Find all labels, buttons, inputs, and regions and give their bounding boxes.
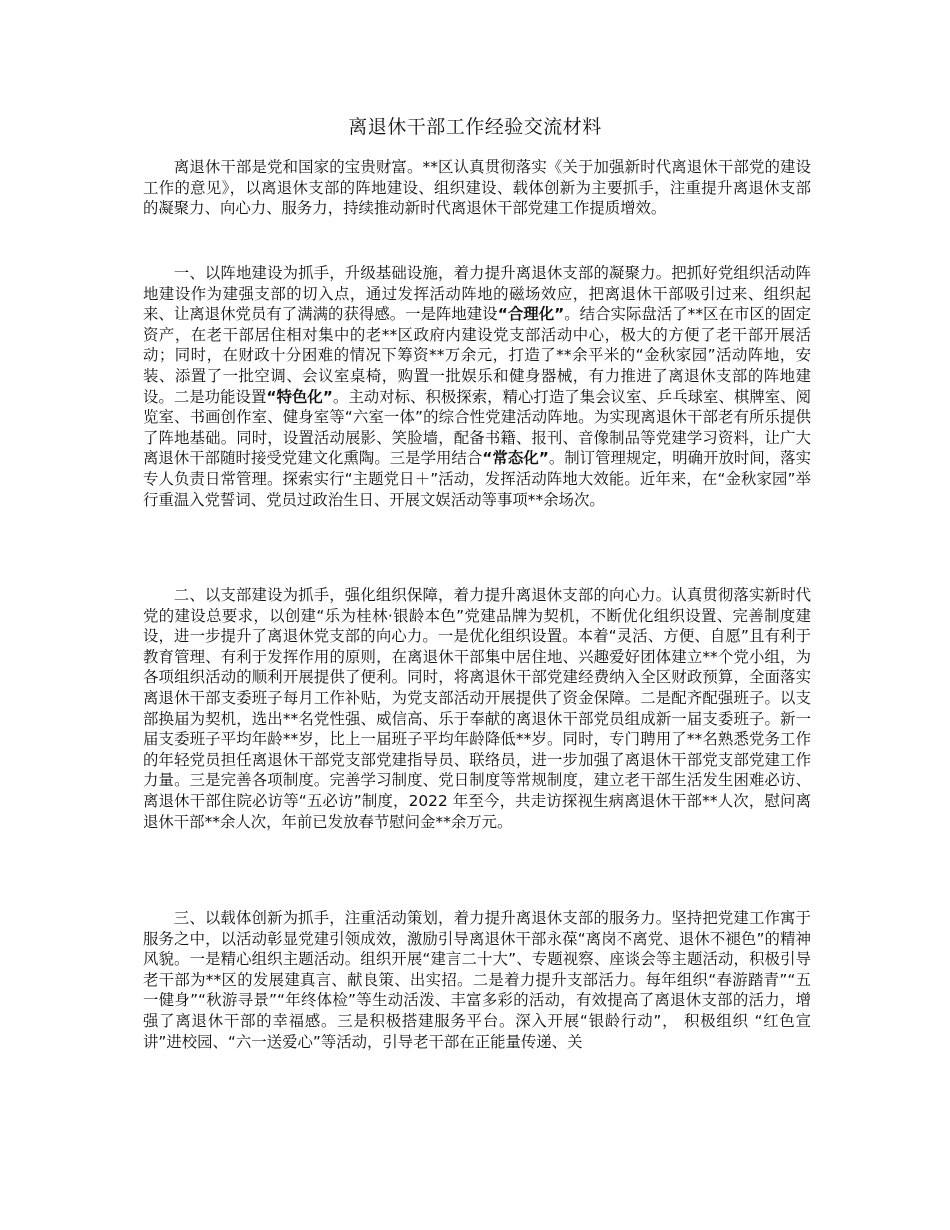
section-1-text-g: 。制订管理规定，明确开放时间，落实专人负责日常管理。探索实行“主题党日＋”活动，发挥活动阵地大效能。近年来，在“金秋家园”举行重温入党誓词、党员过政治生日、开展文娱活动等事项**余场次。 — [143, 449, 811, 509]
section-1-text-a: 一、以阵地建设为抓手，升级基础设施，着力提升离退休支部的凝聚力。把抓好党组织活动阵地建设作为建强支部的切入点，通过发挥活动阵地的磁场效应，把离退休干部吸引过来、组织起来、让离退休党员有了满满的获得感。一是阵地建设 — [143, 264, 811, 324]
section-3-paragraph: 三、以载体创新为抓手，注重活动策划，着力提升离退休支部的服务力。坚持把党建工作寓于服务之中，以活动彰显党建引领成效，激励引导离退休干部永葆“离岗不离党、退休不褪色”的精神风貌。一是精心组织主题活动。组织开展“建言二十大”、专题视察、座谈会等主题活动，积极引导老干部为**区的发展建真言、献良策、出实招。二是着力提升支部活力。每年组织“春游踏青”“五一健身”“秋游寻景”“年终体检”等生动活泼、丰富多彩的活动，有效提高了离退休支部的活力，增强了离退休干部的幸福感。三是积极搭建服务平台。深入开展“银龄行动”， 积极组织 “红色宣讲”进校园、“六一送爱心”等活动，引导老干部在正能量传递、关 — [143, 909, 811, 1051]
document-title: 离退休干部工作经验交流材料 — [348, 116, 602, 138]
section-2-paragraph: 二、以支部建设为抓手，强化组织保障，着力提升离退休支部的向心力。认真贯彻落实新时代党的建设总要求，以创建“乐为桂林·银龄本色”党建品牌为契机，不断优化组织设置、完善制度建设，进一步提升了离退休党支部的向心力。一是优化组织设置。本着“灵活、方便、自愿”且有利于教育管理、有利于发挥作用的原则，在离退休干部集中居住地、兴趣爱好团体建立**个党小组，为各项组织活动的顺利开展提供了便利。同时，将离退休干部党建经费纳入全区财政预算，全面落实离退休干部支委班子每月工作补贴，为党支部活动开展提供了资金保障。二是配齐配强班子。以支部换届为契机，选出**名党性强、威信高、乐于奉献的离退休干部党员组成新一届支委班子。新一届支委班子平均年龄**岁，比上一届班子平均年龄降低**岁。同时，专门聘用了**名熟悉党务工作的年轻党员担任离退休干部党支部党建指导员、联络员，进一步加强了离退休干部党支部党建工作力量。三是完善各项制度。完善学习制度、党日制度等常规制度，建立老干部生活发生困难必访、离退休干部住院必访等“五必访”制度，2022 年至今，共走访探视生病离退休干部**人次，慰问离退休干部**余人次，年前已发放春节慰问金**余万元。 — [143, 586, 811, 831]
section-1-emphasis-distinctive: “特色化” — [266, 387, 333, 406]
section-1-paragraph — [143, 263, 811, 510]
section-1-text-e: 。主动对标、积极探索，精心打造了集会议室、乒乓球室、棋牌室、阅览室、书画创作室、健身室等“六室一体”的综合性党建活动阵地。为实现离退休干部老有所乐提供了阵地基础。同时，设置活动展影、笑脸墙，配备书籍、报刊、音像制品等党建学习资料，让广大离退休干部随时接受党建文化熏陶。三是学用结合 — [143, 387, 811, 468]
section-1-text-c: 。结合实际盘活了**区在市区的固定资产，在老干部居住相对集中的老**区政府内建设党支部活动中心，极大的方便了老干部开展活动；同时，在财政十分困难的情况下筹资**万余元，打造了**余平米的“金秋家园”活动阵地，安装、添置了一批空调、会议室桌椅，购置一批娱乐和健身器械，有力推进了离退休支部的阵地建设。二是功能设置 — [143, 305, 811, 406]
intro-paragraph: 离退休干部是党和国家的宝贵财富。**区认真贯彻落实《关于加强新时代离退休干部党的建设工作的意见》，以离退休支部的阵地建设、组织建设、载体创新为主要抓手，注重提升离退休支部的凝聚力、向心力、服务力，持续推动新时代离退休干部党建工作提质增效。 — [143, 158, 811, 218]
section-1-emphasis-reasonable: “合理化” — [497, 305, 565, 324]
section-1-emphasis-normalized: “常态化” — [482, 449, 549, 468]
